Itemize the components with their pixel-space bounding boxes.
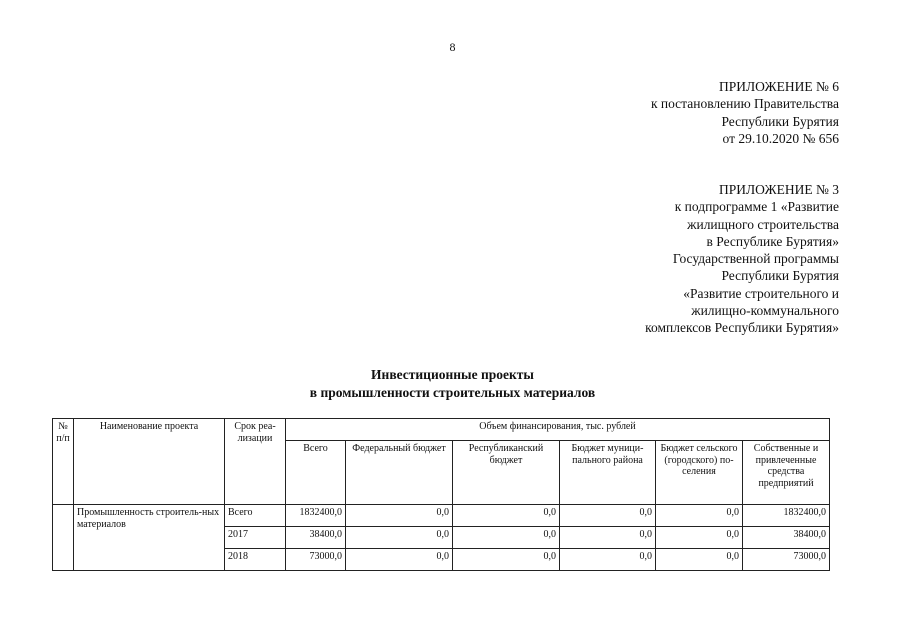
- header-name: Наименование проекта: [74, 419, 225, 505]
- header-municipal: Бюджет муници-пального района: [560, 441, 656, 505]
- document-title: [0, 366, 905, 402]
- appendix-line: «Развитие строительного и: [683, 285, 839, 301]
- row-municipal: 0,0: [560, 549, 656, 571]
- header-financing: Объем финансирования, тыс. рублей: [286, 419, 830, 441]
- row-municipal: 0,0: [560, 527, 656, 549]
- row-republic: 0,0: [453, 527, 560, 549]
- header-republic: Республиканский бюджет: [453, 441, 560, 505]
- appendix-line: Республики Бурятия: [721, 113, 839, 129]
- header-total: Всего: [286, 441, 346, 505]
- project-num: [53, 505, 74, 571]
- row-federal: 0,0: [346, 527, 453, 549]
- appendix-line: Республики Бурятия: [721, 268, 839, 284]
- row-rural: 0,0: [656, 549, 743, 571]
- appendix-3-header: [645, 181, 839, 337]
- row-period: 2017: [225, 527, 286, 549]
- row-total: 73000,0: [286, 549, 346, 571]
- header-period: Срок реа-лизации: [225, 419, 286, 505]
- row-own: 1832400,0: [743, 505, 830, 527]
- header-own: Собственные и привлеченные средства предприятий: [743, 441, 830, 505]
- row-period: Всего: [225, 505, 286, 527]
- row-republic: 0,0: [453, 549, 560, 571]
- title-line-2: в промышленности строительных материалов: [309, 385, 596, 400]
- header-row: [53, 419, 830, 441]
- row-total: 1832400,0: [286, 505, 346, 527]
- row-period: 2018: [225, 549, 286, 571]
- project-name: Промышленность строитель-ных материалов: [74, 505, 225, 571]
- appendix-line: от 29.10.2020 № 656: [722, 130, 839, 146]
- appendix-line: Государственной программы: [672, 251, 839, 267]
- header-num: № п/п: [53, 419, 74, 505]
- row-republic: 0,0: [453, 505, 560, 527]
- row-federal: 0,0: [346, 549, 453, 571]
- appendix-line: комплексов Республики Бурятия»: [645, 320, 839, 336]
- appendix-line: жилищно-коммунального: [691, 303, 839, 319]
- appendix-6-header: [651, 78, 839, 147]
- appendix-line: ПРИЛОЖЕНИЕ № 3: [718, 182, 839, 197]
- row-rural: 0,0: [656, 505, 743, 527]
- appendix-line: в Республике Бурятия»: [706, 233, 839, 249]
- title-line-1: Инвестиционные проекты: [371, 367, 534, 382]
- row-municipal: 0,0: [560, 505, 656, 527]
- appendix-line: жилищного строительства: [687, 216, 839, 232]
- appendix-line: к постановлению Правительства: [650, 96, 839, 112]
- table-row: [53, 505, 830, 527]
- header-rural: Бюджет сельского (городского) по-селения: [656, 441, 743, 505]
- header-federal: Федеральный бюджет: [346, 441, 453, 505]
- row-own: 38400,0: [743, 527, 830, 549]
- row-total: 38400,0: [286, 527, 346, 549]
- appendix-line: к подпрограмме 1 «Развитие: [674, 199, 839, 215]
- page-number: 8: [449, 40, 456, 54]
- row-own: 73000,0: [743, 549, 830, 571]
- investment-projects-table: [52, 418, 830, 571]
- appendix-line: ПРИЛОЖЕНИЕ № 6: [718, 79, 839, 94]
- row-rural: 0,0: [656, 527, 743, 549]
- row-federal: 0,0: [346, 505, 453, 527]
